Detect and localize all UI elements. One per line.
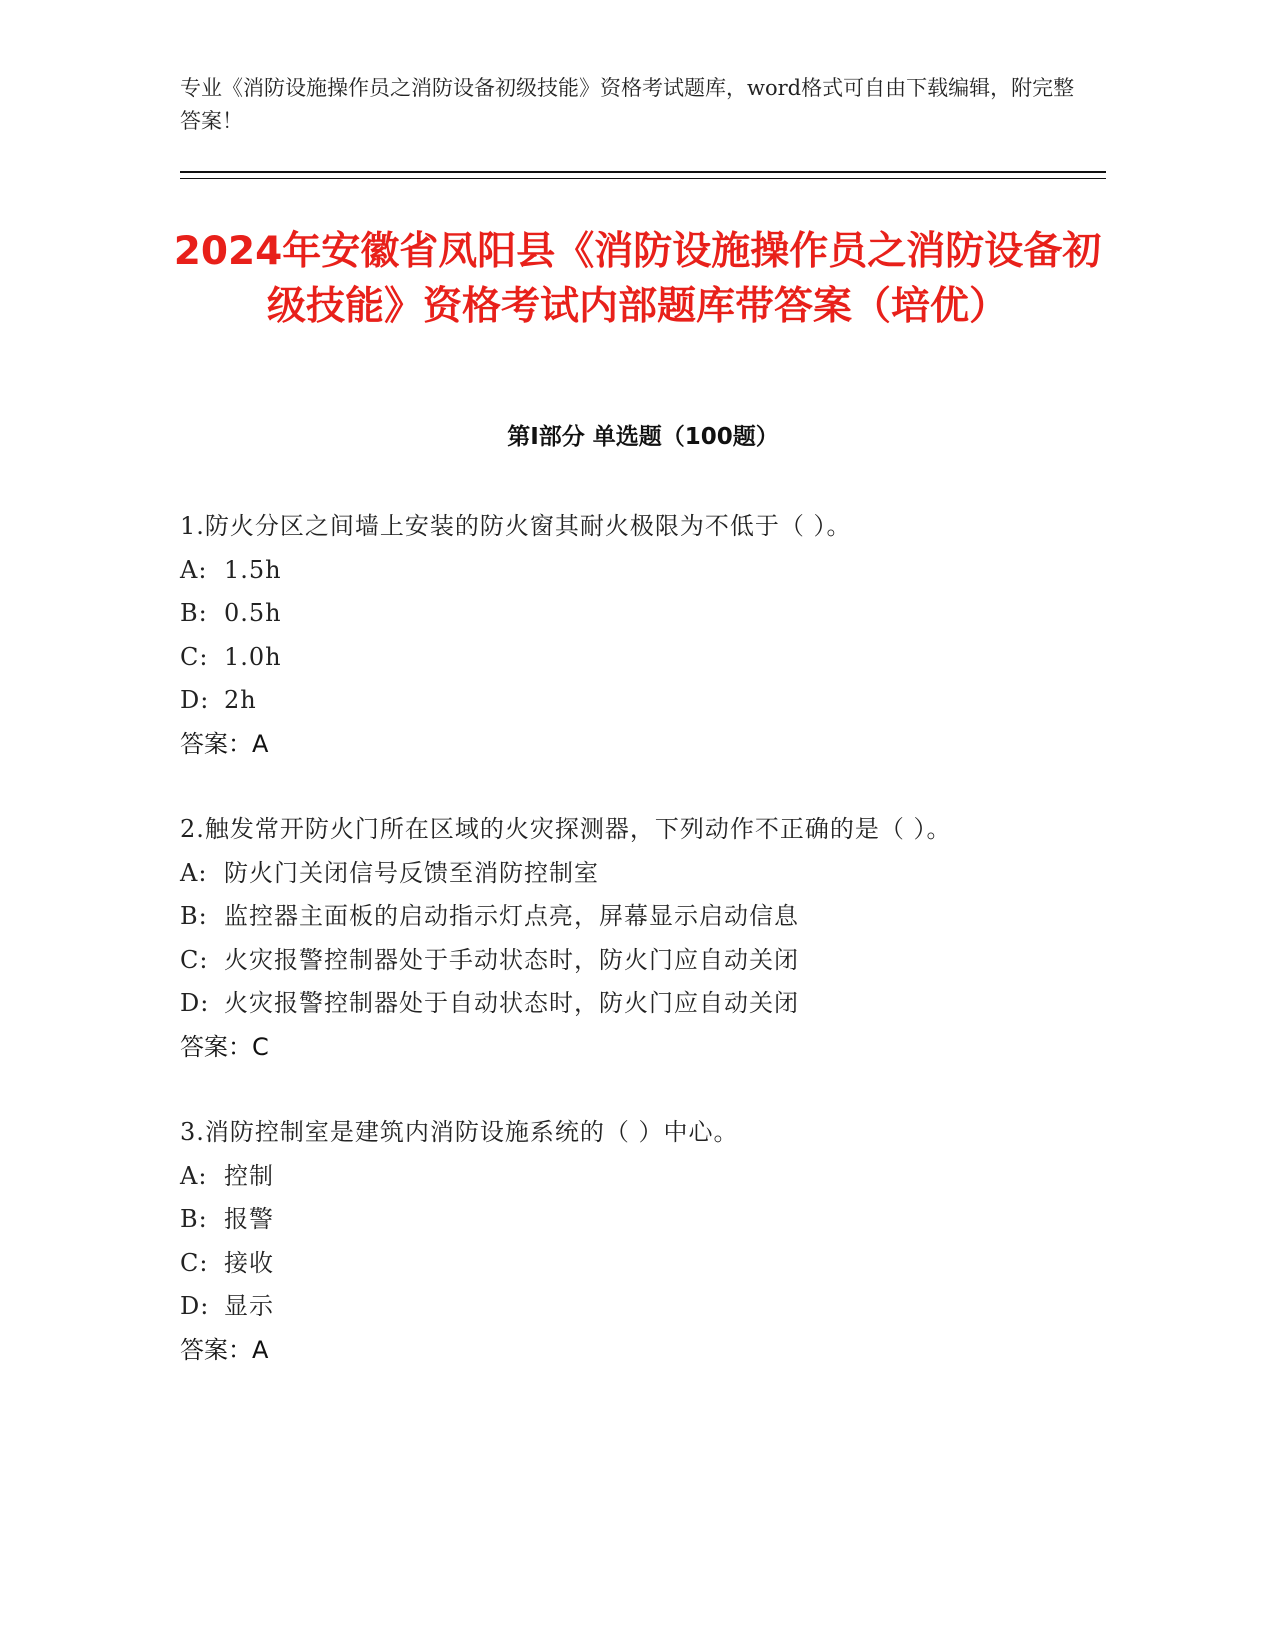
option-c xyxy=(180,636,1000,680)
option-letter: A: xyxy=(180,1161,208,1190)
option-letter: D: xyxy=(180,686,210,714)
question-stem: 2.触发常开防火门所在区域的火灾探测器，下列动作不正确的是（ ）。 xyxy=(180,815,952,843)
question-3 xyxy=(180,1111,1000,1372)
option-text: 接收 xyxy=(224,1248,274,1277)
option-letter: C: xyxy=(180,642,209,671)
option-text: 报警 xyxy=(224,1205,274,1233)
document-title: 2024年安徽省凤阳县《消防设施操作员之消防设备初级技能》资格考试内部题库带答案（培优） xyxy=(173,229,1102,329)
option-letter: C: xyxy=(180,1248,209,1277)
option-text: 显示 xyxy=(224,1292,274,1320)
option-a xyxy=(180,852,1000,896)
option-d xyxy=(180,679,1000,723)
option-b xyxy=(180,1198,1000,1242)
answer: 答案：A xyxy=(180,1335,269,1364)
option-letter: A: xyxy=(180,555,208,584)
option-text: 1.5h xyxy=(224,555,282,584)
option-letter: B: xyxy=(180,599,208,627)
option-text: 火灾报警控制器处于自动状态时，防火门应自动关闭 xyxy=(224,989,799,1017)
option-a xyxy=(180,1155,1000,1199)
option-letter: C: xyxy=(180,945,209,974)
option-a xyxy=(180,549,1000,593)
option-text: 2h xyxy=(224,686,257,714)
option-b xyxy=(180,895,1000,939)
option-letter: D: xyxy=(180,989,210,1017)
option-letter: D: xyxy=(180,1292,210,1320)
option-text: 防火门关闭信号反馈至消防控制室 xyxy=(224,858,599,887)
answer: 答案：A xyxy=(180,729,269,758)
option-text: 0.5h xyxy=(224,599,282,627)
header-note: 专业《消防设施操作员之消防设备初级技能》资格考试题库，word格式可自由下载编辑，附完整答案！ xyxy=(180,76,1075,133)
option-c xyxy=(180,1242,1000,1286)
header-divider-thin xyxy=(180,178,1106,179)
question-stem: 1.防火分区之间墙上安装的防火窗其耐火极限为不低于（ ）。 xyxy=(180,512,852,540)
option-text: 控制 xyxy=(224,1161,274,1190)
option-d xyxy=(180,1285,1000,1329)
question-list xyxy=(180,505,1000,1414)
option-c xyxy=(180,939,1000,983)
option-letter: A: xyxy=(180,858,208,887)
option-text: 火灾报警控制器处于手动状态时，防火门应自动关闭 xyxy=(224,945,799,974)
section-title: 第Ⅰ部分 单选题（100题） xyxy=(507,424,779,450)
option-b xyxy=(180,592,1000,636)
option-letter: B: xyxy=(180,902,208,930)
question-stem: 3.消防控制室是建筑内消防设施系统的（ ）中心。 xyxy=(180,1118,739,1146)
question-1 xyxy=(180,505,1000,766)
option-letter: B: xyxy=(180,1205,208,1233)
option-d xyxy=(180,982,1000,1026)
question-2 xyxy=(180,808,1000,1069)
answer: 答案：C xyxy=(180,1032,269,1061)
option-text: 1.0h xyxy=(224,642,282,671)
header-divider-thick xyxy=(180,171,1106,173)
option-text: 监控器主面板的启动指示灯点亮，屏幕显示启动信息 xyxy=(224,902,799,930)
